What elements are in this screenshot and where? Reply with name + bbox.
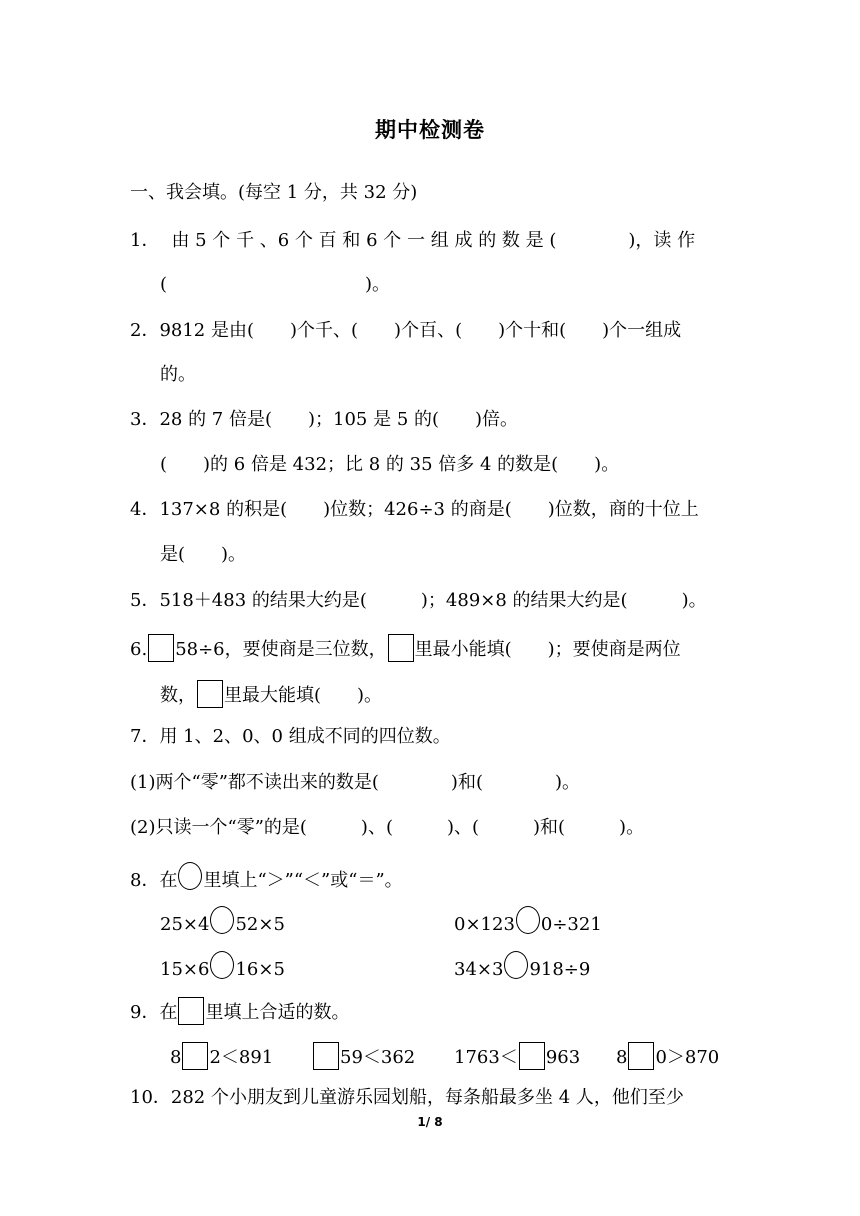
fill-item — [312, 1042, 415, 1071]
question-7-part-2: (2)只读一个“零”的是( )、( )、( )和( )。 — [130, 817, 645, 838]
question-6-text-a: 58÷6，要使商是三位数， — [175, 639, 387, 660]
question-4-line-1: 4．137×8 的积是( )位数；426÷3 的商是( )位数，商的十位上 — [130, 499, 699, 520]
expression-left: 34×3 — [454, 959, 504, 980]
question-6-text-d: 里最大能填( )。 — [224, 685, 383, 706]
comparison-item — [454, 906, 602, 938]
blank-box[interactable] — [197, 680, 223, 708]
comparison-item — [160, 951, 285, 983]
question-2-line-1: 2．9812 是由( )个千、( )个百、( )个十和( )个一组成 — [130, 320, 682, 341]
fill-text: 0＞870 — [655, 1047, 720, 1068]
fill-text: 8 — [170, 1047, 182, 1068]
blank-circle[interactable] — [504, 951, 528, 979]
question-6-line-2 — [160, 680, 382, 709]
question-3-line-1: 3．28 的 7 倍是( )；105 是 5 的( )倍。 — [130, 409, 519, 430]
question-5: 5．518＋483 的结果大约是( )；489×8 的结果大约是( )。 — [130, 590, 707, 611]
expression-left: 15×6 — [160, 959, 210, 980]
question-8-text-b: 里填上“＞”“＜”或“＝”。 — [203, 870, 403, 891]
blank-box[interactable] — [628, 1042, 654, 1070]
blank-circle[interactable] — [210, 906, 234, 934]
blank-box[interactable] — [178, 997, 204, 1025]
blank-circle[interactable] — [516, 906, 540, 934]
blank-box[interactable] — [313, 1042, 339, 1070]
question-7-part-1: (1)两个“零”都不读出来的数是( )和( )。 — [130, 772, 580, 793]
fill-item — [170, 1042, 273, 1071]
comparison-item — [454, 951, 590, 983]
fill-text: 8 — [616, 1047, 628, 1068]
question-9-text-a: 9．在 — [130, 1002, 178, 1023]
question-6-line-1 — [130, 634, 681, 663]
page-number: 1/ 8 — [417, 1115, 443, 1129]
blank-circle[interactable] — [178, 862, 202, 890]
question-3-line-2: ( )的 6 倍是 432；比 8 的 35 倍多 4 的数是( )。 — [160, 454, 620, 475]
fill-text: 1763＜ — [454, 1047, 518, 1068]
question-8-text-a: 8．在 — [130, 870, 178, 891]
fill-text: 59＜362 — [340, 1047, 416, 1068]
question-8-stem — [130, 862, 403, 894]
blank-box[interactable] — [148, 634, 174, 662]
blank-circle[interactable] — [210, 951, 234, 979]
comparison-item — [160, 906, 285, 938]
fill-text: 2＜891 — [209, 1047, 274, 1068]
question-7-stem: 7．用 1、2、0、0 组成不同的四位数。 — [130, 726, 451, 747]
question-10-line-1: 10．282 个小朋友到儿童游乐园划船，每条船最多坐 4 人，他们至少 — [130, 1087, 684, 1108]
expression-left: 25×4 — [160, 914, 210, 935]
fill-item — [454, 1042, 580, 1071]
blank-box[interactable] — [388, 634, 414, 662]
question-9-text-b: 里填上合适的数。 — [205, 1002, 350, 1023]
blank-box[interactable] — [519, 1042, 545, 1070]
expression-right: 16×5 — [235, 959, 285, 980]
fill-text: 963 — [545, 1047, 581, 1068]
question-2-line-2: 的。 — [160, 364, 196, 385]
question-6-number: 6. — [130, 639, 148, 660]
blank-box[interactable] — [182, 1042, 208, 1070]
expression-left: 0×123 — [454, 914, 515, 935]
fill-item — [616, 1042, 719, 1071]
question-1-number: 1． — [130, 230, 160, 251]
expression-right: 918÷9 — [529, 959, 591, 980]
question-6-text-c: 数， — [160, 685, 196, 706]
question-9-stem — [130, 997, 349, 1026]
expression-right: 52×5 — [235, 914, 285, 935]
question-1-line-1 — [130, 228, 730, 254]
question-1-text: 由 5 个 千 、6 个 百 和 6 个 一 组 成 的 数 是 ( )，读 作 — [171, 230, 696, 251]
expression-right: 0÷321 — [540, 914, 602, 935]
page-title: 期中检测卷 — [375, 118, 485, 142]
question-4-line-2: 是( )。 — [160, 544, 247, 565]
question-6-text-b: 里最小能填( )；要使商是两位 — [414, 639, 681, 660]
question-1-line-2: ( )。 — [160, 274, 391, 295]
section-heading: 一、我会填。(每空 1 分，共 32 分) — [130, 182, 418, 203]
